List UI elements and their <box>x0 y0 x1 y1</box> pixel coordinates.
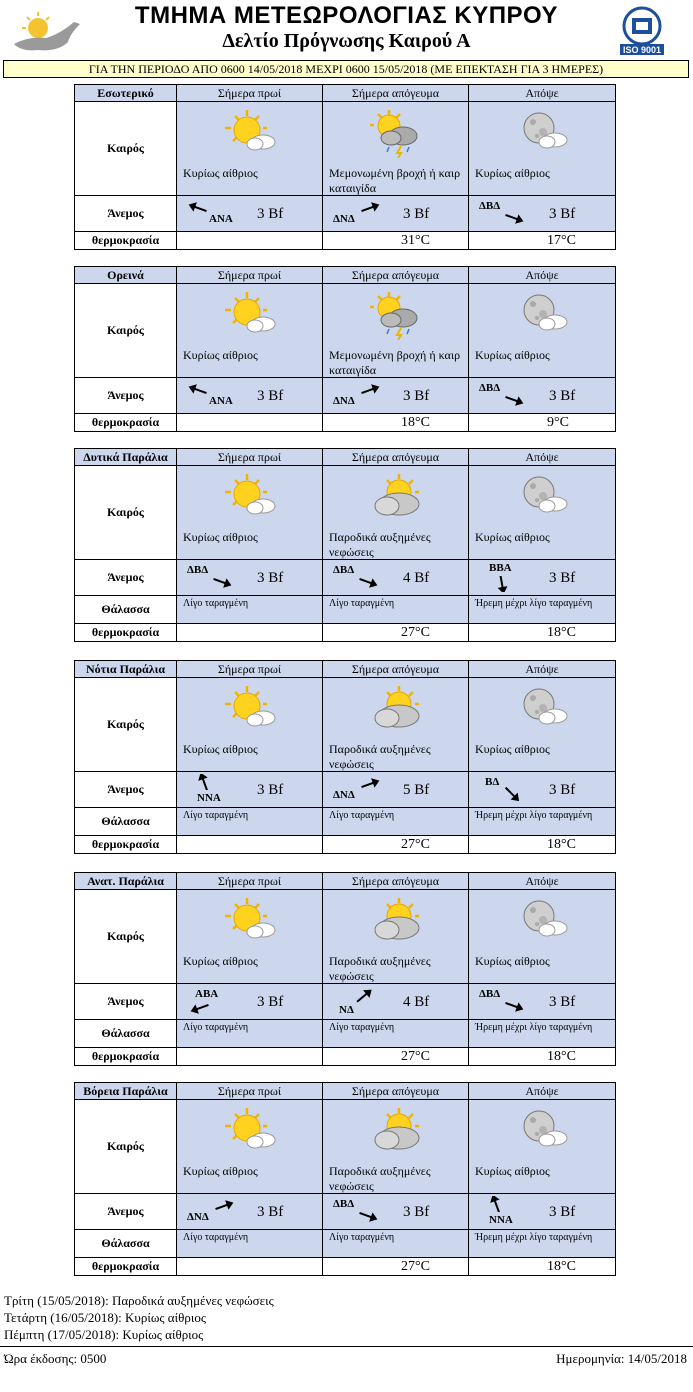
sea-cell <box>323 596 469 624</box>
sea-state: Λίγο ταραγμένη <box>183 1022 249 1033</box>
weather-cell <box>469 102 616 196</box>
temp-cell <box>177 414 323 432</box>
weather-cell <box>177 284 323 378</box>
moon-icon <box>515 472 571 522</box>
wind-label: Άνεμος <box>75 560 177 596</box>
temp-cell <box>323 836 469 854</box>
wind-cell <box>177 1194 323 1230</box>
wind-arrow-icon <box>211 574 233 590</box>
storm-icon <box>369 108 425 158</box>
temp-cell <box>323 414 469 432</box>
wind-arrow-icon <box>357 1208 379 1224</box>
wind-arrow-icon <box>491 576 513 592</box>
sea-state: Λίγο ταραγμένη <box>329 1022 395 1033</box>
temp-cell <box>469 414 616 432</box>
sea-cell <box>177 1020 323 1048</box>
weather-desc: Κυρίως αίθριος <box>475 530 550 544</box>
wind-force: 3 Bf <box>403 388 430 404</box>
column-header: Σήμερα πρωί <box>177 267 323 284</box>
temp-label: θερμοκρασία <box>75 232 177 250</box>
cloud-icon <box>369 1106 425 1156</box>
column-header: Απόψε <box>469 1083 616 1100</box>
forecast-table <box>74 872 616 1066</box>
weather-desc: Κυρίως αίθριος <box>475 742 550 756</box>
sea-state: Ήρεμη μέχρι λίγο ταραγμένη <box>475 810 593 821</box>
column-header: Σήμερα απόγευμα <box>323 267 469 284</box>
weather-desc: Κυρίως αίθριος <box>183 1164 258 1178</box>
temperature: 18°C <box>547 1259 576 1274</box>
cloud-icon <box>369 896 425 946</box>
weather-cell <box>177 102 323 196</box>
sea-label: Θάλασσα <box>75 1020 177 1048</box>
weather-desc: Κυρίως αίθριος <box>183 348 258 362</box>
sea-cell <box>323 1230 469 1258</box>
wind-force: 3 Bf <box>549 994 576 1010</box>
sea-state: Λίγο ταραγμένη <box>329 598 395 609</box>
wind-force: 3 Bf <box>257 206 284 222</box>
temperature: 27°C <box>401 1049 430 1064</box>
wind-cell <box>323 772 469 808</box>
wind-cell <box>469 196 616 232</box>
temp-cell <box>323 232 469 250</box>
wind-cell <box>177 378 323 414</box>
wind-force: 4 Bf <box>403 994 430 1010</box>
region-section <box>74 448 615 642</box>
forecast-table <box>74 266 616 432</box>
temp-label: θερμοκρασία <box>75 1048 177 1066</box>
wind-force: 3 Bf <box>403 1204 430 1220</box>
weather-desc: Κυρίως αίθριος <box>183 954 258 968</box>
column-header: Σήμερα απόγευμα <box>323 1083 469 1100</box>
weather-desc: Κυρίως αίθριος <box>475 348 550 362</box>
weather-cell <box>177 1100 323 1194</box>
region-section <box>74 660 615 854</box>
temperature: 18°C <box>401 415 430 430</box>
wind-arrow-icon <box>193 774 215 790</box>
wind-force: 3 Bf <box>549 206 576 222</box>
temp-cell <box>323 624 469 642</box>
sun-icon <box>223 1106 279 1156</box>
wind-direction: ΔΝΔ <box>187 1211 209 1223</box>
wind-force: 3 Bf <box>257 782 284 798</box>
sea-label: Θάλασσα <box>75 808 177 836</box>
cloud-icon <box>369 472 425 522</box>
wind-direction: ΔΒΔ <box>479 988 501 1000</box>
sea-state: Λίγο ταραγμένη <box>329 810 395 821</box>
weather-label: Καιρός <box>75 1100 177 1194</box>
weather-cell <box>469 890 616 984</box>
wind-force: 5 Bf <box>403 782 430 798</box>
storm-icon <box>369 290 425 340</box>
wind-force: 3 Bf <box>257 1204 284 1220</box>
moon-icon <box>515 108 571 158</box>
weather-cell <box>469 678 616 772</box>
temperature: 27°C <box>401 1259 430 1274</box>
forecast-table <box>74 1082 616 1276</box>
weather-label: Καιρός <box>75 284 177 378</box>
wind-cell <box>323 984 469 1020</box>
weather-cell <box>177 466 323 560</box>
wind-force: 3 Bf <box>549 1204 576 1220</box>
issue-date: Ημερομηνία: 14/05/2018 <box>556 1351 687 1366</box>
wind-cell <box>177 984 323 1020</box>
weather-desc: Κυρίως αίθριος <box>475 1164 550 1178</box>
weather-desc: Κυρίως αίθριος <box>183 742 258 756</box>
footer-divider <box>0 1346 693 1347</box>
sea-cell <box>469 808 616 836</box>
temp-cell <box>323 1258 469 1276</box>
weather-desc: Κυρίως αίθριος <box>475 166 550 180</box>
temperature: 9°C <box>547 415 569 430</box>
wind-force: 3 Bf <box>549 388 576 404</box>
sea-label: Θάλασσα <box>75 596 177 624</box>
wind-cell <box>469 560 616 596</box>
column-header: Σήμερα απόγευμα <box>323 661 469 678</box>
page-title: ΤΜΗΜΑ ΜΕΤΕΩΡΟΛΟΓΙΑΣ ΚΥΠΡΟΥ <box>134 2 559 29</box>
weather-desc: Παροδικά αυξημένες νεφώσεις <box>329 1164 431 1193</box>
region-section <box>74 84 615 250</box>
cloud-icon <box>369 684 425 734</box>
moon-icon <box>515 896 571 946</box>
sea-cell <box>177 596 323 624</box>
wind-force: 3 Bf <box>549 570 576 586</box>
wind-arrow-icon <box>213 1198 235 1214</box>
wind-arrow-icon <box>485 1196 507 1212</box>
wind-direction: ΔΝΔ <box>333 789 355 801</box>
weather-cell <box>469 1100 616 1194</box>
wind-direction: ΔΒΔ <box>479 200 501 212</box>
weather-cell <box>469 284 616 378</box>
wind-cell <box>177 772 323 808</box>
weather-cell <box>177 678 323 772</box>
temp-cell <box>469 836 616 854</box>
region-name: Ανατ. Παράλια <box>75 873 177 890</box>
temp-cell <box>177 1048 323 1066</box>
forecast-table <box>74 660 616 854</box>
weather-cell <box>323 1100 469 1194</box>
weather-cell <box>469 466 616 560</box>
wind-direction: ΒΒΑ <box>489 562 512 574</box>
column-header: Σήμερα πρωί <box>177 85 323 102</box>
temp-label: θερμοκρασία <box>75 624 177 642</box>
temp-label: θερμοκρασία <box>75 414 177 432</box>
wind-force: 4 Bf <box>403 570 430 586</box>
wind-arrow-icon <box>503 392 525 408</box>
column-header: Σήμερα πρωί <box>177 1083 323 1100</box>
weather-label: Καιρός <box>75 466 177 560</box>
sea-cell <box>469 596 616 624</box>
wind-cell <box>323 378 469 414</box>
temperature: 17°C <box>547 233 576 248</box>
wind-label: Άνεμος <box>75 772 177 808</box>
wind-arrow-icon <box>359 776 381 792</box>
wind-force: 3 Bf <box>257 994 284 1010</box>
column-header: Απόψε <box>469 873 616 890</box>
sea-cell <box>469 1230 616 1258</box>
moon-icon <box>515 290 571 340</box>
wind-cell <box>469 378 616 414</box>
region-name: Βόρεια Παράλια <box>75 1083 177 1100</box>
column-header: Σήμερα απόγευμα <box>323 85 469 102</box>
wind-arrow-icon <box>359 382 381 398</box>
wind-direction: ΔΒΔ <box>187 564 209 576</box>
region-section <box>74 266 615 432</box>
column-header: Σήμερα απόγευμα <box>323 449 469 466</box>
sun-icon <box>223 108 279 158</box>
wind-direction: ΔΝΔ <box>333 213 355 225</box>
temp-label: θερμοκρασία <box>75 836 177 854</box>
weather-desc: Παροδικά αυξημένες νεφώσεις <box>329 530 431 559</box>
sea-cell <box>177 808 323 836</box>
forecast-table <box>74 448 616 642</box>
sea-state: Ήρεμη μέχρι λίγο ταραγμένη <box>475 598 593 609</box>
temp-cell <box>323 1048 469 1066</box>
weather-cell <box>323 678 469 772</box>
temp-cell <box>177 1258 323 1276</box>
temperature: 18°C <box>547 1049 576 1064</box>
temperature: 18°C <box>547 837 576 852</box>
temperature: 27°C <box>401 625 430 640</box>
weather-desc: Μεμονωμένη βροχή ή καιρ καταιγίδα <box>329 166 461 195</box>
weather-cell <box>323 284 469 378</box>
wind-force: 3 Bf <box>549 782 576 798</box>
wind-direction: ΑΒΑ <box>195 988 219 1000</box>
wind-cell <box>323 560 469 596</box>
weather-desc: Παροδικά αυξημένες νεφώσεις <box>329 742 431 771</box>
wind-arrow-icon <box>503 210 525 226</box>
wind-direction: ΝΔ <box>339 1004 354 1016</box>
header <box>0 0 693 60</box>
column-header: Σήμερα πρωί <box>177 873 323 890</box>
sea-label: Θάλασσα <box>75 1230 177 1258</box>
wind-label: Άνεμος <box>75 1194 177 1230</box>
wind-direction: ΔΒΔ <box>333 1198 355 1210</box>
moon-icon <box>515 1106 571 1156</box>
wind-force: 3 Bf <box>403 206 430 222</box>
weather-label: Καιρός <box>75 890 177 984</box>
sea-state: Λίγο ταραγμένη <box>183 810 249 821</box>
wind-direction: ΔΝΔ <box>333 395 355 407</box>
sun-icon <box>223 290 279 340</box>
wind-cell <box>177 196 323 232</box>
wind-direction: ΑΝΑ <box>209 395 233 407</box>
wind-arrow-icon <box>359 200 381 216</box>
sea-state: Ήρεμη μέχρι λίγο ταραγμένη <box>475 1232 593 1243</box>
wind-label: Άνεμος <box>75 196 177 232</box>
weather-label: Καιρός <box>75 102 177 196</box>
sea-state: Ήρεμη μέχρι λίγο ταραγμένη <box>475 1022 593 1033</box>
weather-desc: Κυρίως αίθριος <box>183 530 258 544</box>
wind-label: Άνεμος <box>75 378 177 414</box>
sea-cell <box>323 1020 469 1048</box>
wind-cell <box>469 772 616 808</box>
weather-desc: Κυρίως αίθριος <box>183 166 258 180</box>
wind-cell <box>469 984 616 1020</box>
weather-label: Καιρός <box>75 678 177 772</box>
wind-arrow-icon <box>503 998 525 1014</box>
forecast-period: ΓΙΑ ΤΗΝ ΠΕΡΙΟΔΟ ΑΠΟ 0600 14/05/2018 ΜΕΧΡΙ 0600 15/05/2018 (ΜΕ ΕΠΕΚΤΑΣΗ ΓΙΑ 3 ΗΜΕΡΕΣ) <box>3 60 689 78</box>
weather-desc: Παροδικά αυξημένες νεφώσεις <box>329 954 431 983</box>
wind-direction: ΔΒΔ <box>479 382 501 394</box>
column-header: Απόψε <box>469 267 616 284</box>
wind-cell <box>323 1194 469 1230</box>
column-header: Σήμερα απόγευμα <box>323 873 469 890</box>
forecast-table <box>74 84 616 250</box>
wind-direction: ΔΒΔ <box>333 564 355 576</box>
temperature: 18°C <box>547 625 576 640</box>
wind-arrow-icon <box>187 382 209 398</box>
weather-cell <box>323 890 469 984</box>
weather-cell <box>323 102 469 196</box>
sea-state: Λίγο ταραγμένη <box>183 598 249 609</box>
wind-direction: ΑΝΑ <box>209 213 233 225</box>
iso-label: ISO 9001 <box>622 45 662 55</box>
extended-line-2: Τετάρτη (16/05/2018): Κυρίως αίθριος <box>4 1310 206 1325</box>
temperature: 31°C <box>401 233 430 248</box>
column-header: Απόψε <box>469 449 616 466</box>
weather-cell <box>323 466 469 560</box>
temperature: 27°C <box>401 837 430 852</box>
sun-icon <box>223 896 279 946</box>
sun-icon <box>223 472 279 522</box>
wind-force: 3 Bf <box>257 388 284 404</box>
wind-arrow-icon <box>189 1000 211 1016</box>
region-name: Νότια Παράλια <box>75 661 177 678</box>
wind-force: 3 Bf <box>257 570 284 586</box>
wind-arrow-icon <box>501 786 523 802</box>
column-header: Σήμερα πρωί <box>177 661 323 678</box>
wind-cell <box>177 560 323 596</box>
wind-direction: ΒΔ <box>485 776 500 788</box>
temp-cell <box>469 232 616 250</box>
sea-state: Λίγο ταραγμένη <box>329 1232 395 1243</box>
sea-cell <box>177 1230 323 1258</box>
page-subtitle: Δελτίο Πρόγνωσης Καιρού Α <box>222 30 471 52</box>
wind-arrow-icon <box>353 988 375 1004</box>
wind-arrow-icon <box>357 574 379 590</box>
issue-time: Ώρα έκδοσης: 0500 <box>4 1351 107 1366</box>
temp-cell <box>469 624 616 642</box>
extended-line-3: Πέμπτη (17/05/2018): Κυρίως αίθριος <box>4 1327 204 1342</box>
region-section <box>74 1082 615 1276</box>
wind-cell <box>469 1194 616 1230</box>
weather-desc: Μεμονωμένη βροχή ή καιρ καταιγίδα <box>329 348 461 377</box>
wind-cell <box>323 196 469 232</box>
weather-cell <box>177 890 323 984</box>
temp-cell <box>177 836 323 854</box>
region-name: Ορεινά <box>75 267 177 284</box>
region-name: Δυτικά Παράλια <box>75 449 177 466</box>
temp-cell <box>177 232 323 250</box>
region-section <box>74 872 615 1066</box>
moon-icon <box>515 684 571 734</box>
wind-direction: ΝΝΑ <box>489 1214 513 1226</box>
temp-cell <box>177 624 323 642</box>
column-header: Απόψε <box>469 661 616 678</box>
wind-direction: ΝΝΑ <box>197 792 221 804</box>
weather-desc: Κυρίως αίθριος <box>475 954 550 968</box>
column-header: Σήμερα πρωί <box>177 449 323 466</box>
column-header: Απόψε <box>469 85 616 102</box>
region-name: Εσωτερικό <box>75 85 177 102</box>
sea-state: Λίγο ταραγμένη <box>183 1232 249 1243</box>
iso-logo <box>616 4 668 56</box>
extended-line-1: Τρίτη (15/05/2018): Παροδικά αυξημένες νεφώσεις <box>4 1293 274 1308</box>
temp-label: θερμοκρασία <box>75 1258 177 1276</box>
sun-icon <box>223 684 279 734</box>
wind-arrow-icon <box>187 200 209 216</box>
temp-cell <box>469 1048 616 1066</box>
wind-label: Άνεμος <box>75 984 177 1020</box>
sea-cell <box>469 1020 616 1048</box>
temp-cell <box>469 1258 616 1276</box>
sea-cell <box>323 808 469 836</box>
